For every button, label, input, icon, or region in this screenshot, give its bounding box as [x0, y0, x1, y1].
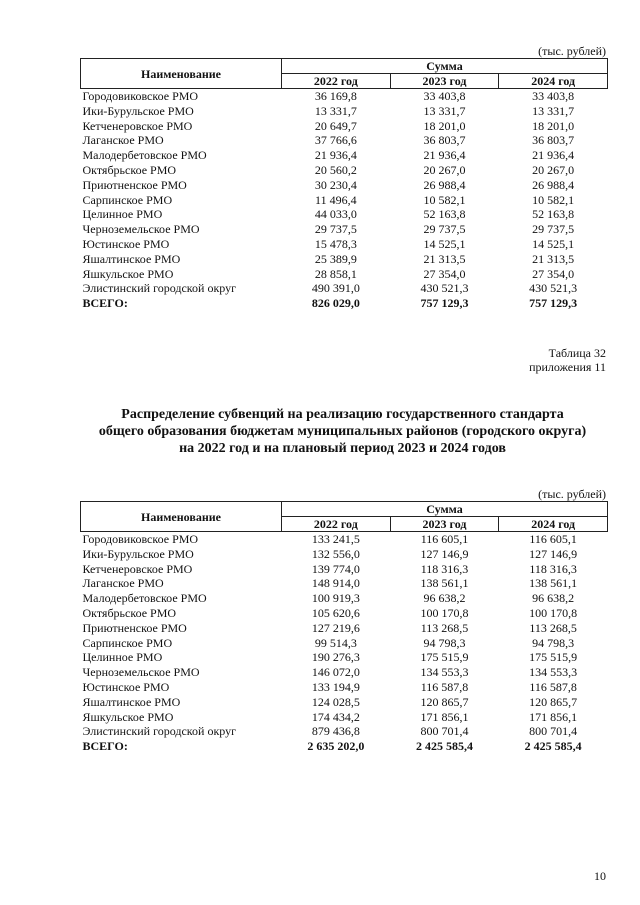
row-value: 800 701,4 — [420, 724, 469, 739]
total-value: 2 425 585,4 — [415, 739, 473, 754]
row-value: 116 587,8 — [420, 679, 469, 694]
row-value: 118 316,3 — [529, 561, 577, 576]
row-value: 18 201,0 — [532, 118, 575, 133]
row-value: 94 798,3 — [532, 635, 575, 650]
row-value: 99 514,3 — [314, 635, 357, 650]
table-row — [81, 680, 608, 695]
row-value: 21 313,5 — [532, 251, 575, 266]
col-header-sum: Сумма — [282, 502, 608, 517]
row-value: 100 170,8 — [420, 605, 469, 620]
row-name: Черноземельское РМО — [82, 222, 200, 237]
col-header-name: Наименование — [81, 59, 282, 89]
row-value: 14 525,1 — [532, 236, 575, 251]
row-value: 800 701,4 — [529, 724, 578, 739]
row-value: 29 737,5 — [532, 222, 575, 237]
row-name: Черноземельское РМО — [82, 665, 200, 680]
row-value: 26 988,4 — [423, 177, 466, 192]
row-value: 127 146,9 — [420, 546, 469, 561]
heading-line-3: на 2022 год и на плановый период 2023 и 2024 годов — [179, 441, 506, 456]
heading-line-1: Распределение субвенций на реализацию государственного стандарта — [121, 407, 564, 422]
table-row — [81, 547, 608, 562]
row-value: 25 389,9 — [314, 251, 357, 266]
table-number: Таблица 32 — [548, 346, 606, 360]
row-name: Кетченеровское РМО — [82, 561, 193, 576]
row-name: Яшалтинское РМО — [82, 694, 181, 709]
col-header-year: 2022 год — [282, 74, 391, 89]
row-value: 20 267,0 — [532, 162, 575, 177]
row-value: 37 766,6 — [314, 133, 357, 148]
row-name: Ики-Бурульское РМО — [82, 103, 194, 118]
row-value: 116 605,1 — [420, 532, 469, 546]
table-row — [81, 267, 608, 282]
row-value: 27 354,0 — [423, 266, 466, 281]
budget-table-2 — [80, 501, 608, 754]
col-header-name: Наименование — [81, 502, 282, 532]
row-value: 879 436,8 — [311, 724, 360, 739]
row-name: Малодербетовское РМО — [82, 148, 207, 163]
row-value: 26 988,4 — [532, 177, 575, 192]
row-value: 14 525,1 — [423, 236, 466, 251]
row-value: 133 194,9 — [311, 679, 360, 694]
unit-label-1: (тыс. рублей) — [538, 44, 606, 58]
row-value: 18 201,0 — [423, 118, 466, 133]
table-row — [81, 621, 608, 636]
row-value: 21 936,4 — [314, 148, 357, 163]
row-name: Юстинское РМО — [82, 679, 170, 694]
row-value: 175 515,9 — [420, 650, 469, 665]
row-name: Яшалтинское РМО — [82, 251, 181, 266]
total-label: ВСЕГО: — [82, 296, 128, 311]
row-value: 100 919,3 — [311, 591, 360, 606]
table-row — [81, 252, 608, 267]
row-value: 430 521,3 — [529, 281, 578, 296]
col-header-year: 2023 год — [390, 74, 499, 89]
page-number: 10 — [594, 869, 606, 883]
row-value: 124 028,5 — [311, 694, 360, 709]
table-row — [81, 281, 608, 296]
row-value: 52 163,8 — [532, 207, 575, 222]
row-value: 94 798,3 — [423, 635, 466, 650]
table-row — [81, 222, 608, 237]
total-value: 2 425 585,4 — [524, 739, 582, 754]
row-name: Яшкульское РМО — [82, 709, 174, 724]
table-row — [81, 591, 608, 606]
row-value: 490 391,0 — [311, 281, 360, 296]
row-value: 13 331,7 — [532, 103, 575, 118]
row-value: 15 478,3 — [314, 236, 357, 251]
row-value: 52 163,8 — [423, 207, 466, 222]
row-value: 430 521,3 — [420, 281, 469, 296]
row-value: 120 865,7 — [420, 694, 469, 709]
row-value: 113 268,5 — [420, 620, 469, 635]
row-value: 11 496,4 — [315, 192, 357, 207]
row-name: Целинное РМО — [82, 650, 163, 665]
row-name: Сарпинское РМО — [82, 192, 173, 207]
row-value: 120 865,7 — [529, 694, 578, 709]
col-header-year: 2024 год — [499, 517, 608, 532]
row-value: 33 403,8 — [532, 89, 575, 103]
table-row — [81, 237, 608, 252]
row-value: 13 331,7 — [423, 103, 466, 118]
row-name: Юстинское РМО — [82, 236, 170, 251]
appendix-number: приложения 11 — [529, 360, 606, 374]
col-header-sum: Сумма — [282, 59, 608, 74]
heading-line-2: общего образования бюджетам муниципальных районов (городского округа) — [98, 424, 587, 439]
table-row — [81, 133, 608, 148]
table-row — [81, 650, 608, 665]
row-name: Сарпинское РМО — [82, 635, 173, 650]
row-value: 21 936,4 — [532, 148, 575, 163]
table-row — [81, 576, 608, 591]
row-value: 27 354,0 — [532, 266, 575, 281]
row-name: Октябрьское РМО — [82, 162, 177, 177]
row-value: 134 553,3 — [529, 665, 578, 680]
row-name: Лаганское РМО — [82, 576, 164, 591]
section-heading — [70, 406, 615, 457]
row-value: 33 403,8 — [423, 89, 466, 103]
row-value: 132 556,0 — [311, 546, 360, 561]
row-value: 10 582,1 — [423, 192, 466, 207]
table-row — [81, 710, 608, 725]
row-name: Лаганское РМО — [82, 133, 164, 148]
table-row — [81, 606, 608, 621]
row-value: 171 856,1 — [529, 709, 578, 724]
row-value: 44 033,0 — [314, 207, 357, 222]
row-value: 138 561,1 — [420, 576, 469, 591]
row-value: 28 858,1 — [314, 266, 357, 281]
total-value: 757 129,3 — [420, 296, 469, 311]
row-name: Элистинский городской округ — [82, 281, 237, 296]
row-value: 175 515,9 — [529, 650, 578, 665]
table-row — [81, 207, 608, 222]
table-row — [81, 665, 608, 680]
total-row — [81, 739, 608, 754]
row-value: 116 605,1 — [529, 532, 577, 546]
row-value: 29 737,5 — [314, 222, 357, 237]
row-value: 127 219,6 — [311, 620, 360, 635]
row-value: 36 803,7 — [532, 133, 575, 148]
row-value: 10 582,1 — [532, 192, 575, 207]
total-value: 2 635 202,0 — [307, 739, 365, 754]
row-value: 20 560,2 — [314, 162, 357, 177]
table-row — [81, 89, 608, 104]
table-row — [81, 562, 608, 577]
total-value: 757 129,3 — [529, 296, 578, 311]
row-value: 36 169,8 — [314, 89, 357, 103]
row-name: Элистинский городской округ — [82, 724, 237, 739]
table-row — [81, 148, 608, 163]
row-value: 138 561,1 — [529, 576, 578, 591]
row-value: 100 170,8 — [529, 605, 578, 620]
row-name: Приютненское РМО — [82, 620, 187, 635]
row-value: 96 638,2 — [423, 591, 466, 606]
row-value: 29 737,5 — [423, 222, 466, 237]
row-value: 190 276,3 — [311, 650, 360, 665]
col-header-year: 2022 год — [282, 517, 391, 532]
row-value: 20 649,7 — [314, 118, 357, 133]
row-value: 20 267,0 — [423, 162, 466, 177]
row-value: 105 620,6 — [311, 605, 360, 620]
table-row — [81, 178, 608, 193]
row-name: Малодербетовское РМО — [82, 591, 207, 606]
table-note — [406, 346, 606, 374]
table-row — [81, 104, 608, 119]
row-value: 116 587,8 — [529, 679, 577, 694]
row-value: 36 803,7 — [423, 133, 466, 148]
row-value: 134 553,3 — [420, 665, 469, 680]
row-value: 30 230,4 — [314, 177, 357, 192]
table-row — [81, 193, 608, 208]
row-name: Кетченеровское РМО — [82, 118, 193, 133]
table-row — [81, 163, 608, 178]
table-row — [81, 695, 608, 710]
row-value: 133 241,5 — [311, 532, 360, 546]
total-row — [81, 296, 608, 311]
row-value: 171 856,1 — [420, 709, 469, 724]
col-header-year: 2023 год — [390, 517, 499, 532]
row-value: 118 316,3 — [420, 561, 469, 576]
row-value: 139 774,0 — [311, 561, 360, 576]
row-name: Октябрьское РМО — [82, 605, 177, 620]
row-value: 127 146,9 — [529, 546, 578, 561]
row-value: 113 268,5 — [529, 620, 577, 635]
total-label: ВСЕГО: — [82, 739, 128, 754]
row-value: 13 331,7 — [314, 103, 357, 118]
table-row — [81, 636, 608, 651]
row-name: Городовиковское РМО — [82, 89, 199, 103]
row-value: 96 638,2 — [532, 591, 575, 606]
row-name: Целинное РМО — [82, 207, 163, 222]
row-name: Приютненское РМО — [82, 177, 187, 192]
table-row — [81, 532, 608, 547]
row-name: Городовиковское РМО — [82, 532, 199, 546]
total-value: 826 029,0 — [311, 296, 360, 311]
row-value: 148 914,0 — [311, 576, 360, 591]
budget-table-1 — [80, 58, 608, 311]
row-value: 146 072,0 — [311, 665, 360, 680]
row-value: 21 313,5 — [423, 251, 466, 266]
col-header-year: 2024 год — [499, 74, 608, 89]
unit-label-2: (тыс. рублей) — [538, 487, 606, 501]
row-name: Яшкульское РМО — [82, 266, 174, 281]
row-value: 174 434,2 — [311, 709, 360, 724]
table-row — [81, 119, 608, 134]
row-value: 21 936,4 — [423, 148, 466, 163]
row-name: Ики-Бурульское РМО — [82, 546, 194, 561]
table-row — [81, 724, 608, 739]
